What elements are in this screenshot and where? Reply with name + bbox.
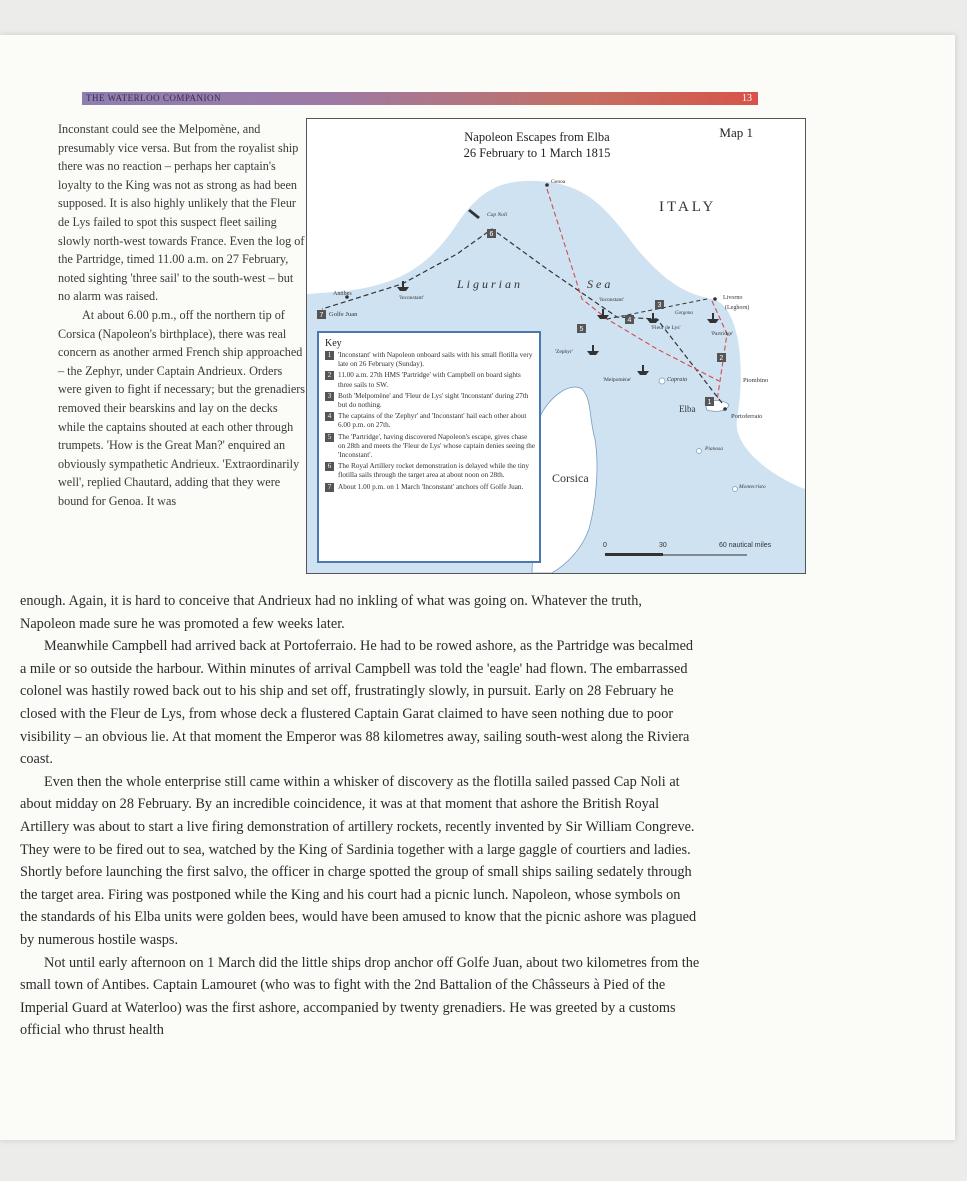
label-capraia: Capraia [667, 377, 688, 383]
label-livorno: Livorno [723, 295, 743, 301]
label-ship-inconstant-a: 'Inconstant' [399, 295, 424, 301]
key-item [325, 351, 535, 369]
key-item [325, 462, 535, 480]
map-title [427, 129, 647, 161]
key-number: 6 [325, 462, 334, 471]
scale-60: 60 nautical miles [719, 542, 772, 549]
key-item [325, 371, 535, 389]
label-genoa: Genoa [551, 179, 566, 185]
scale-0: 0 [603, 542, 607, 549]
label-antibes: Antibes [333, 291, 352, 297]
key-number: 3 [325, 392, 334, 401]
page-number: 13 [742, 93, 752, 104]
key-number: 4 [325, 412, 334, 421]
label-cap-noli: Cap Noli [487, 212, 508, 218]
narrow-text-column [58, 120, 306, 510]
key-number: 7 [325, 483, 334, 492]
key-text: The captains of the 'Zephyr' and 'Inconstant' hail each other about 6.00 p.m. on 27th. [338, 412, 527, 430]
key-text: Both 'Melpomène' and 'Fleur de Lys' sight 'Inconstant' during 27th but do nothing. [338, 391, 529, 410]
map-figure [306, 118, 806, 574]
label-montecristo: Montecristo [739, 484, 766, 490]
map-key [317, 331, 541, 563]
key-text: The 'Partridge', having discovered Napoleon's escape, gives chase on 28th and meets the 'Fleur de Lys' whose captain denies seeing the 'Inconstant'. [338, 432, 536, 460]
portoferraio-dot [723, 407, 727, 411]
key-item [325, 412, 535, 430]
label-gorgona: Gorgona [675, 311, 693, 316]
label-elba: Elba [679, 404, 696, 414]
key-number: 5 [325, 433, 334, 442]
map-title-line1: Napoleon Escapes from Elba [464, 130, 610, 144]
label-ship-melpomene: 'Melpomène' [603, 377, 632, 383]
key-item [325, 483, 535, 492]
key-text: 'Inconstant' with Napoleon onboard sails with his small flotilla very late on 26 February (Sunday). [338, 351, 533, 369]
label-leghorn: (Leghorn) [725, 305, 750, 311]
map-title-line2: 26 February to 1 March 1815 [463, 146, 611, 160]
paragraph: Meanwhile Campbell had arrived back at Portoferraio. He had to be rowed ashore, as the Partridge was becalmed a mile or so outside the harbour. Within minutes of arrival Campbell was told the 'eagle' had flown. The embarrassed colonel was hastily rowed back out to his ship and set off, frustratingly slowly, in pursuit. Early on 28 February he closed with the Fleur de Lys, from whose deck a flustered Captain Garat claimed to have seen nothing due to poor visibility – an obvious lie. At that moment the Emperor was 88 kilometres away, sailing south-west along the Riviera coast. [20, 638, 694, 768]
label-ship-fleur-de-lys: 'Fleur de Lys' [651, 325, 681, 331]
marker-2: 2 [719, 355, 724, 362]
key-number: 2 [325, 371, 334, 380]
marker-1: 1 [707, 399, 712, 406]
marker-4: 4 [627, 317, 632, 324]
label-ligurian: Ligurian [457, 277, 524, 291]
label-golfe-juan: Golfe Juan [329, 311, 358, 318]
key-item [325, 392, 535, 410]
paragraph: At about 6.00 p.m., off the northern tip of Corsica (Napoleon's birthplace), there was real concern as another armed French ship approached – the Zephyr, under Captain Andrieux. Orders were given to fight if necessary; but the grenadiers removed their bearskins and lay on the decks while the captains shouted at each other through trumpets. 'How is the Great Man?' enquired an obviously sympathetic Andrieux. 'Extraordinarily well', replied Chautard, adding that they were bound for Genoa. It was [58, 307, 306, 508]
label-corsica: Corsica [552, 471, 589, 485]
montecristo-island [733, 487, 738, 492]
running-header [82, 92, 758, 105]
genoa-dot [545, 183, 549, 187]
scale-30: 30 [659, 542, 667, 549]
marker-3: 3 [657, 302, 662, 309]
key-number: 1 [325, 351, 334, 360]
marker-5: 5 [579, 326, 584, 333]
key-text: The Royal Artillery rocket demonstration is delayed while the tiny flotilla sails through the target area at about noon on 28th. [338, 462, 530, 480]
label-portoferraio: Portoferraio [731, 413, 763, 420]
marker-7: 7 [319, 312, 324, 319]
running-header-title: THE WATERLOO COMPANION [86, 93, 222, 103]
label-ship-inconstant-b: 'Inconstant' [599, 297, 624, 303]
key-title: Key [325, 338, 342, 349]
paragraph: Even then the whole enterprise still came within a whisker of discovery as the flotilla sailed passed Cap Noli at about midday on 28 February. By an incredible coincidence, it was at that moment that ashore the British Royal Artillery was about to start a live firing demonstration of artillery rockets, recently invented by Sir William Congreve. They were to be fired out to sea, watched by the King of Sardinia together with a large gaggle of courtiers and ladies. Shortly before launching the first salvo, the officer in charge spotted the group of small ships sailing sedately through the target area. Firing was postponed while the King and his court had a picnic lunch. Napoleon, whose symbols on the standards of his Elba units were golden bees, would have been amused to know that the picnic ashore was plagued by numerous hostile wasps. [20, 773, 697, 948]
paragraph: enough. Again, it is hard to conceive that Andrieux had no inkling of what was going on. Whatever the truth, Napoleon made sure he was promoted a few weeks later. [20, 593, 642, 632]
label-pianosa: Pianosa [705, 446, 724, 452]
paragraph: Not until early afternoon on 1 March did the little ships drop anchor off Golfe Juan, about two kilometres from the small town of Antibes. Captain Lamouret (who was to fight with the 2nd Battalion of the Châsseurs à Pied of the Imperial Guard at Waterloo) was the first ashore, accompanied by twenty grenadiers. He was greeted by a customs official who thrust health [20, 954, 700, 1039]
paragraph: Inconstant could see the Melpomène, and presumably vice versa. But from the royalist ship there was no reaction – perhaps her captain's loyalty to the King was not as strong as had been supposed. It is also highly unlikely that the Fleur de Lys failed to spot this suspect fleet sailing slowly north-west towards France. Even the log of the Partridge, timed 11.00 a.m. on 27 February, noted sighting 'three sail' to the south-west – but no alarm was raised. [58, 122, 305, 304]
label-italy: ITALY [659, 199, 717, 215]
key-text: About 1.00 p.m. on 1 March 'Inconstant' anchors off Golfe Juan. [338, 482, 524, 491]
main-text-body [20, 590, 700, 1042]
key-text: 11.00 a.m. 27th HMS 'Partridge' with Campbell on board sights three sails to SW. [338, 371, 521, 389]
capraia-island [659, 378, 665, 384]
label-ship-zephyr: 'Zephyr' [555, 349, 573, 355]
marker-6: 6 [489, 231, 494, 238]
label-ship-partridge: 'Partridge' [711, 331, 734, 337]
livorno-dot [713, 297, 717, 301]
map-number: Map 1 [719, 125, 753, 140]
label-sea: Sea [587, 277, 614, 291]
key-item [325, 433, 535, 461]
label-piombino: Piombino [743, 377, 769, 384]
pianosa-island [697, 449, 702, 454]
scale-bar-fill [605, 553, 663, 556]
